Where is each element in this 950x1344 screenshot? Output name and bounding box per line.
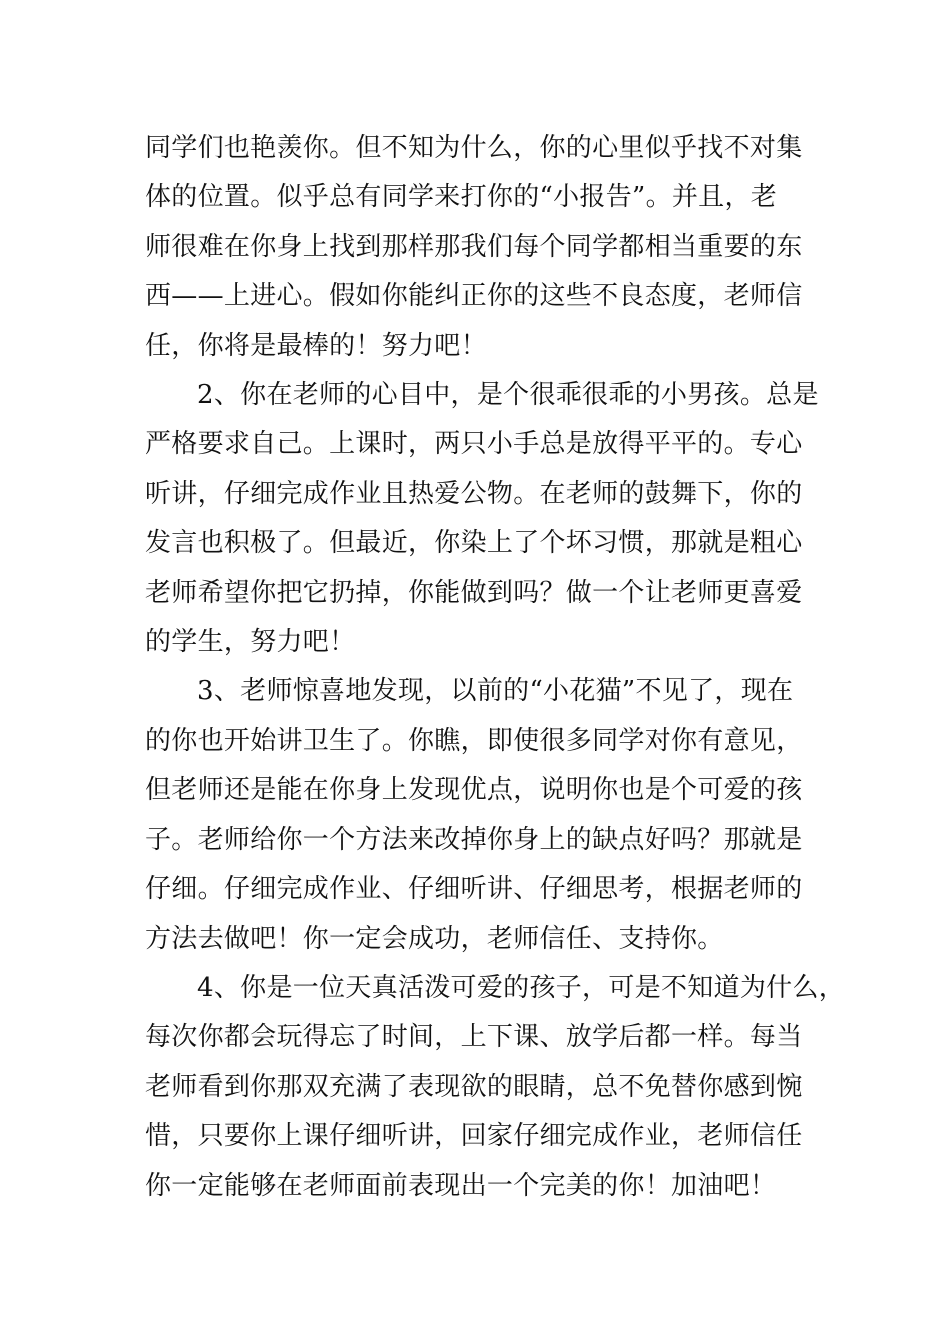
paragraph-2 bbox=[145, 371, 819, 667]
paragraph-line: 任，你将是最棒的！努力吧！ bbox=[145, 330, 487, 361]
paragraph-line: 4、你是一位天真活泼可爱的孩子，可是不知道为什么， bbox=[197, 972, 846, 1003]
paragraph-line: 你一定能够在老师面前表现出一个完美的你！加油吧！ bbox=[145, 1170, 777, 1201]
paragraph-line: 同学们也艳羡你。但不知为什么，你的心里似乎找不对集 bbox=[145, 133, 803, 163]
paragraph-line: 每次你都会玩得忘了时间，上下课、放学后都一样。每当 bbox=[145, 1022, 803, 1053]
paragraph-line: 惜，只要你上课仔细听讲，回家仔细完成作业，老师信任 bbox=[145, 1121, 803, 1152]
paragraph-line: 体的位置。似乎总有同学来打你的“小报告”。并且，老 bbox=[145, 182, 778, 213]
paragraph-1 bbox=[145, 124, 810, 371]
paragraph-line: 3、老师惊喜地发现，以前的“小花猫”不见了，现在 bbox=[197, 676, 794, 707]
paragraph-line: 但老师还是能在你身上发现优点，说明你也是个可爱的孩 bbox=[145, 775, 803, 806]
paragraph-line: 严格要求自己。上课时，两只小手总是放得平平的。专心 bbox=[145, 429, 803, 460]
document-body bbox=[145, 124, 846, 1211]
paragraph-line: 方法去做吧！你一定会成功，老师信任、支持你。 bbox=[145, 923, 724, 954]
paragraph-line: 听讲，仔细完成作业且热爱公物。在老师的鼓舞下，你的 bbox=[145, 478, 803, 509]
paragraph-line: 老师希望你把它扔掉，你能做到吗？做一个让老师更喜爱 bbox=[145, 577, 803, 608]
paragraph-3 bbox=[145, 667, 810, 963]
paragraph-line: 仔细。仔细完成作业、仔细听讲、仔细思考，根据老师的 bbox=[145, 874, 803, 905]
paragraph-line: 2、你在老师的心目中，是个很乖很乖的小男孩。总是 bbox=[197, 380, 819, 411]
paragraph-line: 发言也积极了。但最近，你染上了个坏习惯，那就是粗心 bbox=[145, 528, 803, 559]
paragraph-line: 西——上进心。假如你能纠正你的这些不良态度，老师信 bbox=[145, 281, 803, 312]
paragraph-line: 老师看到你那双充满了表现欲的眼睛，总不免替你感到惋 bbox=[145, 1071, 803, 1102]
paragraph-line: 的学生，努力吧！ bbox=[145, 627, 356, 658]
paragraph-4 bbox=[145, 964, 846, 1211]
paragraph-line: 的你也开始讲卫生了。你瞧，即使很多同学对你有意见， bbox=[145, 725, 803, 756]
paragraph-line: 子。老师给你一个方法来改掉你身上的缺点好吗？那就是 bbox=[145, 824, 803, 855]
paragraph-line: 师很难在你身上找到那样那我们每个同学都相当重要的东 bbox=[145, 231, 803, 262]
